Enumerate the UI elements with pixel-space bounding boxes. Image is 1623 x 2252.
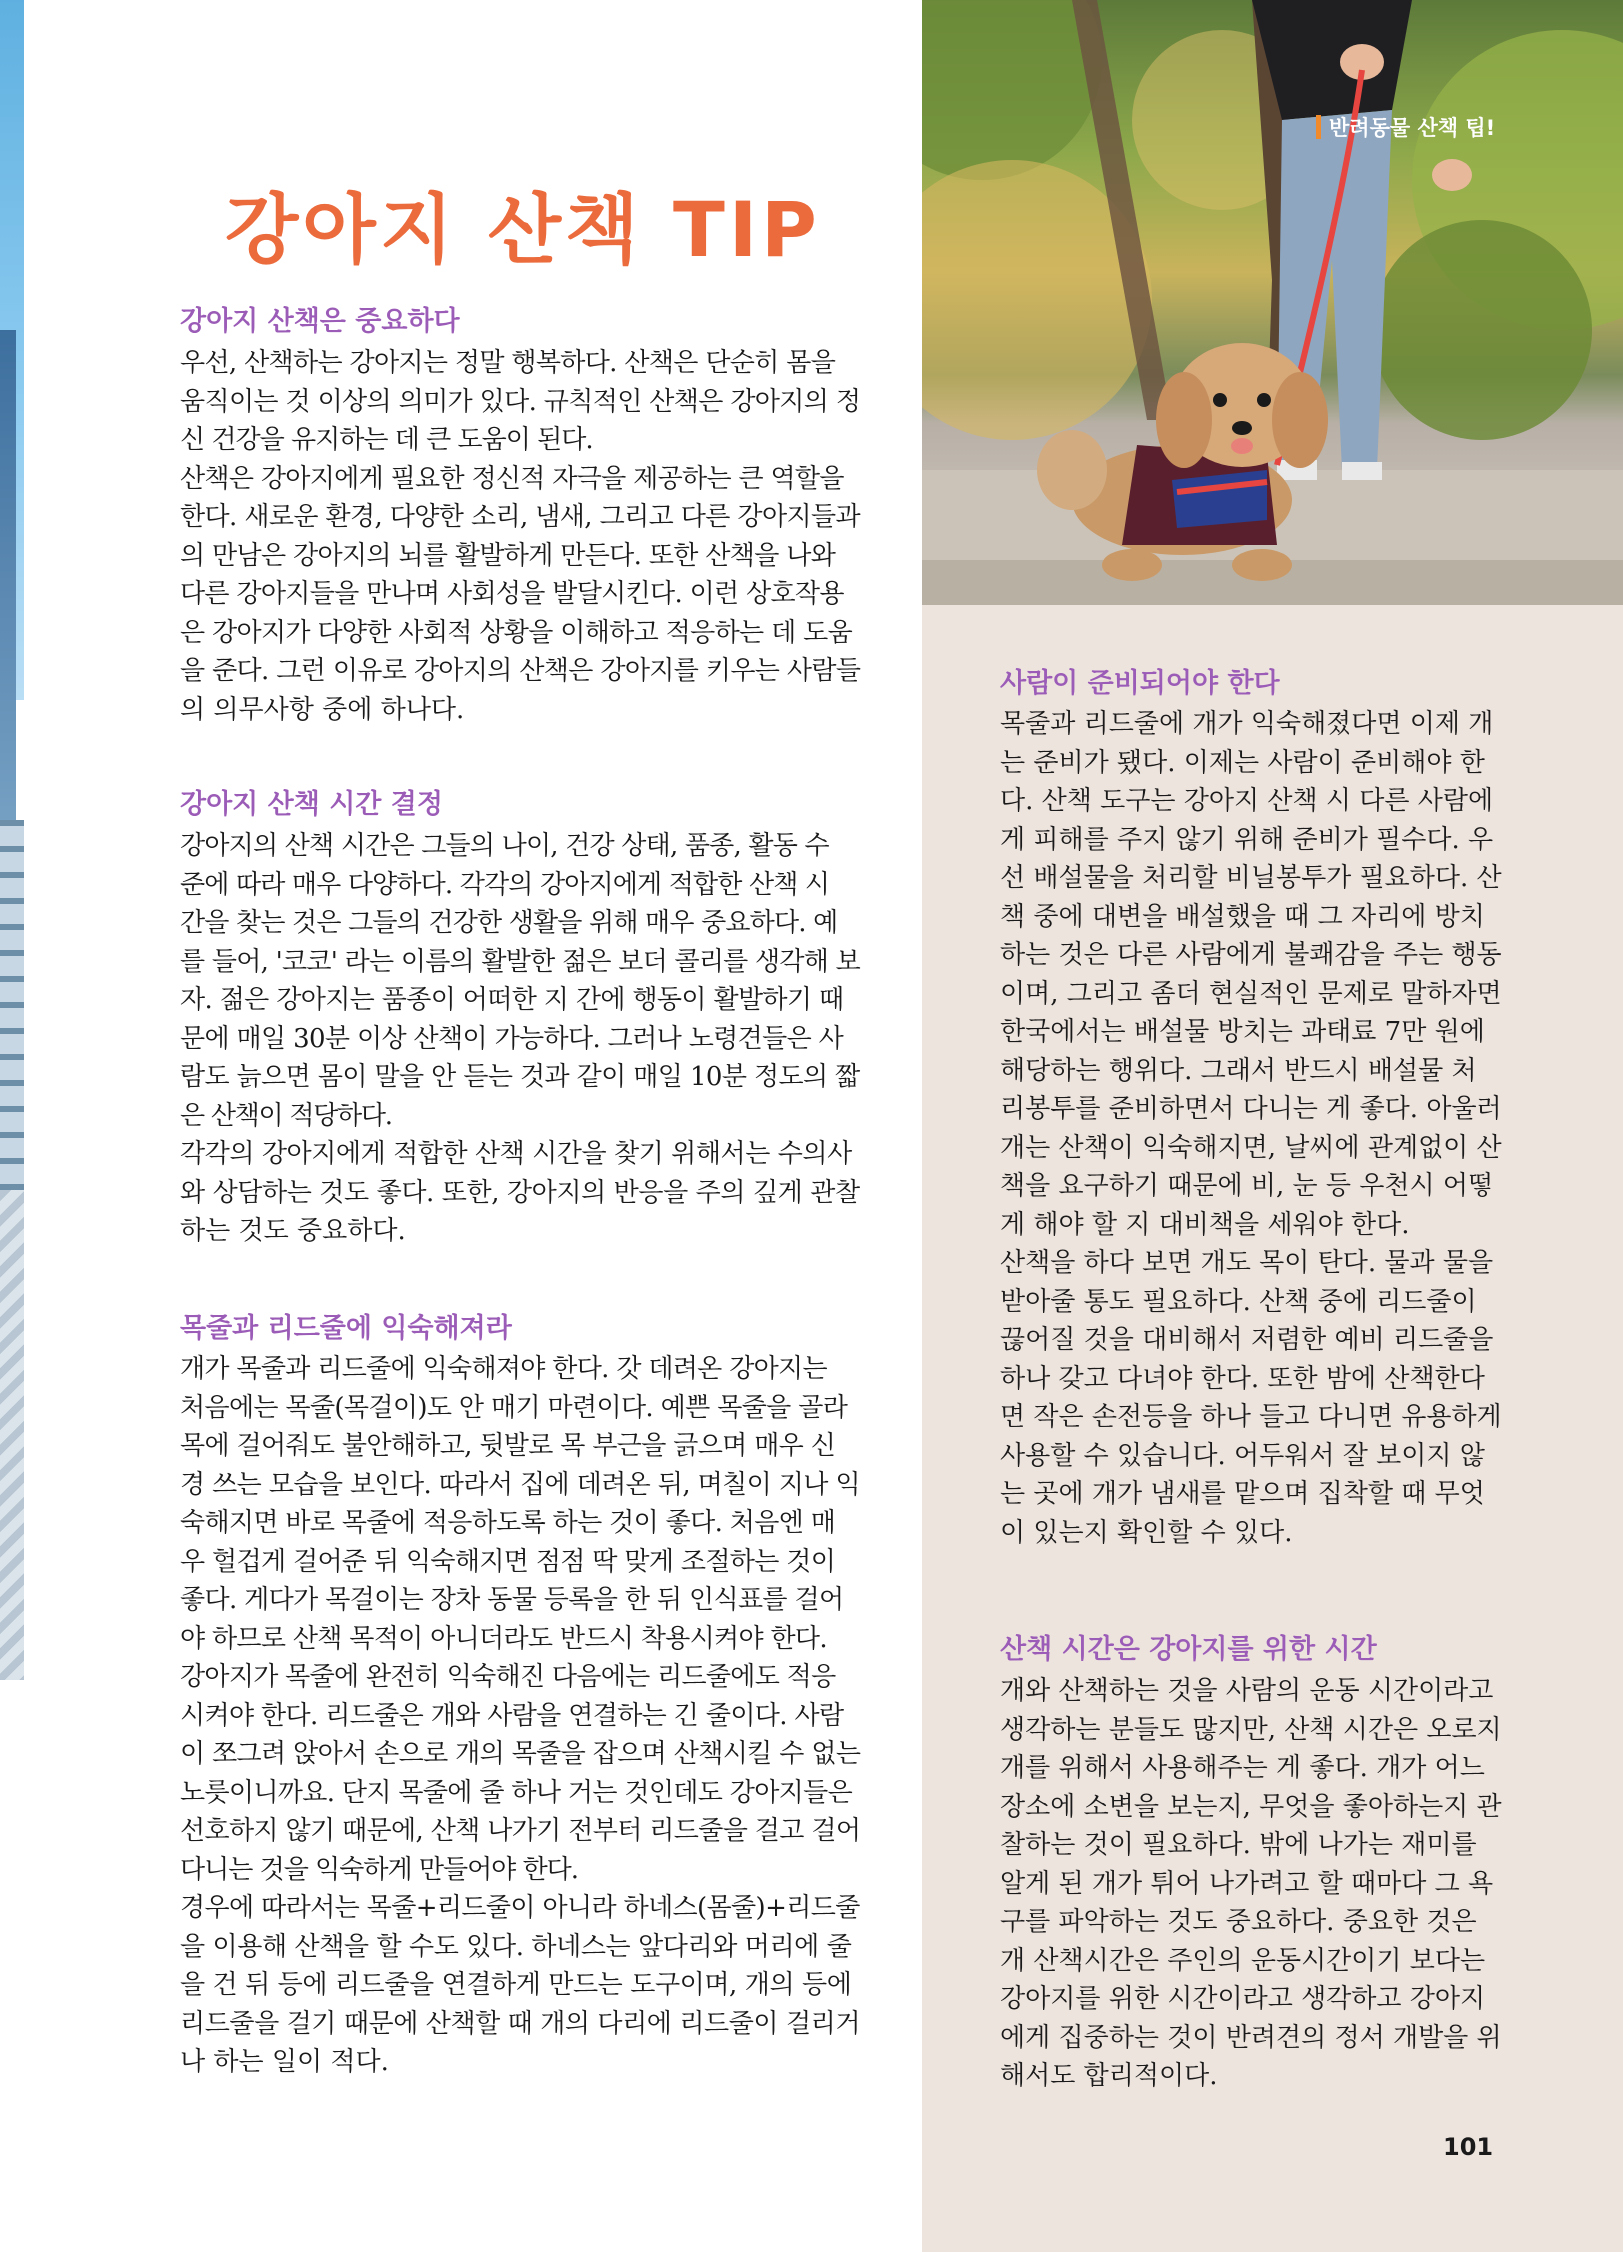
page-number: 101 <box>1443 2133 1494 2161</box>
text-line: 는 준비가 됐다. 이제는 사람이 준비해야 한 <box>1000 747 1485 778</box>
text-line: 다. 산책 도구는 강아지 산책 시 다른 사람에 <box>1000 786 1494 816</box>
photo-tag-text: 반려동물 산책 팁! <box>1329 116 1496 140</box>
text-line: 책 중에 대변을 배설했을 때 그 자리에 방치 <box>1000 901 1485 932</box>
text-line: 문에 매일 30분 이상 산책이 가능하다. 그러나 노령견들은 사 <box>180 1023 844 1054</box>
text-line: 우선, 산책하는 강아지는 정말 행복하다. 산책은 단순히 몸을 <box>180 348 836 378</box>
text-line: 개와 산책하는 것을 사람의 운동 시간이라고 <box>1000 1676 1494 1706</box>
text-line: 게 해야 할 지 대비책을 세워야 한다. <box>1000 1209 1410 1240</box>
section-heading-owner-prep: 사람이 준비되어야 한다 <box>1000 668 1280 699</box>
text-line: 개가 목줄과 리드줄에 익숙해져야 한다. 갓 데려온 강아지는 <box>180 1354 827 1384</box>
deck-shape <box>0 1190 24 1680</box>
adjacent-page-photo-strip <box>0 0 24 2252</box>
text-line: 개 산책시간은 주인의 운동시간이기 보다는 <box>1000 1945 1486 1976</box>
photo-section-tag <box>1316 112 1495 142</box>
section-body-importance <box>180 344 860 729</box>
text-line: 목줄과 리드줄에 개가 익숙해졌다면 이제 개 <box>1000 709 1494 739</box>
text-line: 람도 늙으면 몸이 말을 안 듣는 것과 같이 매일 10분 정도의 짧 <box>180 1062 860 1092</box>
text-line: 간을 찾는 것은 그들의 건강한 생활을 위해 매우 중요하다. 예 <box>180 908 838 938</box>
text-line: 해서도 합리적이다. <box>1000 2061 1218 2091</box>
text-line: 해당하는 행위다. 그래서 반드시 배설물 처 <box>1000 1055 1477 1086</box>
text-line: 준에 따라 매우 다양하다. 각각의 강아지에게 적합한 산책 시 <box>180 869 830 900</box>
text-line: 하는 것도 중요하다. <box>180 1216 406 1246</box>
text-line: 이 쪼그려 앉아서 손으로 개의 목줄을 잡으며 산책시킬 수 없는 <box>180 1739 861 1769</box>
text-line: 은 산책이 적당하다. <box>180 1100 392 1131</box>
text-line: 이 있는지 확인할 수 있다. <box>1000 1517 1293 1548</box>
text-line: 한국에서는 배설물 방치는 과태료 7만 원에 <box>1000 1017 1485 1047</box>
text-line: 경 쓰는 모습을 보인다. 따라서 집에 데려온 뒤, 며칠이 지나 익 <box>180 1469 860 1500</box>
section-heading-importance: 강아지 산책은 중요하다 <box>180 306 460 337</box>
text-line: 움직이는 것 이상의 의미가 있다. 규칙적인 산책은 강아지의 정 <box>180 386 861 417</box>
text-line: 의 의무사항 중에 하나다. <box>180 694 465 725</box>
text-line: 면 작은 손전등을 하나 들고 다니면 유용하게 <box>1000 1402 1502 1432</box>
text-line: 구를 파악하는 것도 중요하다. 중요한 것은 <box>1000 1907 1477 1937</box>
text-line: 을 이용해 산책을 할 수도 있다. 하네스는 앞다리와 머리에 줄 <box>180 1931 852 1962</box>
text-line: 다른 강아지들을 만나며 사회성을 발달시킨다. 이런 상호작용 <box>180 579 844 609</box>
text-line: 의 만남은 강아지의 뇌를 활발하게 만든다. 또한 산책을 나와 <box>180 540 836 571</box>
dog-walk-illustration <box>922 0 1623 605</box>
text-line: 자. 젊은 강아지는 품종이 어떠한 지 간에 행동이 활발하기 때 <box>180 985 844 1015</box>
text-line: 목에 걸어줘도 불안해하고, 뒷발로 목 부근을 긁으며 매우 신 <box>180 1431 836 1461</box>
text-line: 처음에는 목줄(목걸이)도 안 매기 마련이다. 예쁜 목줄을 골라 <box>180 1392 848 1423</box>
section-heading-dog-time: 산책 시간은 강아지를 위한 시간 <box>1000 1634 1377 1665</box>
text-line: 선호하지 않기 때문에, 산책 나가기 전부터 리드줄을 걸고 걸어 <box>180 1816 861 1846</box>
text-line: 각각의 강아지에게 적합한 산책 시간을 찾기 위해서는 수의사 <box>180 1139 852 1169</box>
text-line: 시켜야 한다. 리드줄은 개와 사람을 연결하는 긴 줄이다. 사람 <box>180 1700 844 1731</box>
text-line: 사용할 수 있습니다. 어두워서 잘 보이지 않 <box>1000 1440 1485 1471</box>
text-line: 우 헐겁게 걸어준 뒤 익숙해지면 점점 딱 맞게 조절하는 것이 <box>180 1546 836 1577</box>
text-line: 경우에 따라서는 목줄+리드줄이 아니라 하네스(몸줄)+리드줄 <box>180 1893 860 1923</box>
text-line: 야 하므로 산책 목적이 아니더라도 반드시 착용시켜야 한다. <box>180 1623 827 1654</box>
section-body-leash <box>180 1350 860 2082</box>
text-line: 개는 산책이 익숙해지면, 날씨에 관계없이 산 <box>1000 1132 1502 1163</box>
text-line: 는 곳에 개가 냄새를 맡으며 집착할 때 무엇 <box>1000 1479 1485 1509</box>
section-body-walk-time <box>180 827 860 1251</box>
text-line: 강아지의 산책 시간은 그들의 나이, 건강 상태, 품종, 활동 수 <box>180 831 829 861</box>
text-line: 숙해지면 바로 목줄에 적응하도록 하는 것이 좋다. 처음엔 매 <box>180 1508 836 1538</box>
text-line: 알게 된 개가 튀어 나가려고 할 때마다 그 욕 <box>1000 1868 1494 1899</box>
text-line: 강아지를 위한 시간이라고 생각하고 강아지 <box>1000 1984 1486 2014</box>
section-body-owner-prep <box>1000 705 1502 1552</box>
section-heading-walk-time: 강아지 산책 시간 결정 <box>180 789 443 820</box>
text-line: 강아지가 목줄에 완전히 익숙해진 다음에는 리드줄에도 적응 <box>180 1662 836 1692</box>
text-line: 리봉투를 준비하면서 다니는 게 좋다. 아울러 <box>1000 1094 1502 1124</box>
text-line: 노릇이니까요. 단지 목줄에 줄 하나 거는 것인데도 강아지들은 <box>180 1777 853 1808</box>
building-shape <box>0 330 16 890</box>
text-line: 장소에 소변을 보는지, 무엇을 좋아하는지 관 <box>1000 1791 1502 1822</box>
text-line: 에게 집중하는 것이 반려견의 정서 개발을 위 <box>1000 2022 1502 2053</box>
text-line: 리드줄을 걸기 때문에 산책할 때 개의 다리에 리드줄이 걸리거 <box>180 2008 861 2039</box>
page-title: 강아지 산책 TIP <box>225 185 821 274</box>
text-line: 생각하는 분들도 많지만, 산책 시간은 오로지 <box>1000 1714 1502 1745</box>
text-line: 산책을 하다 보면 개도 목이 탄다. 물과 물을 <box>1000 1248 1494 1278</box>
text-line: 를 들어, '코코' 라는 이름의 활발한 젊은 보더 콜리를 생각해 보 <box>180 946 860 977</box>
railing-shape <box>0 820 24 1200</box>
section-heading-leash: 목줄과 리드줄에 익숙해져라 <box>180 1313 512 1344</box>
text-line: 책을 요구하기 때문에 비, 눈 등 우천시 어떻 <box>1000 1171 1494 1201</box>
text-line: 선 배설물을 처리할 비닐봉투가 필요하다. 산 <box>1000 863 1502 893</box>
text-line: 이며, 그리고 좀더 현실적인 문제로 말하자면 <box>1000 978 1502 1009</box>
text-line: 산책은 강아지에게 필요한 정신적 자극을 제공하는 큰 역할을 <box>180 463 844 494</box>
dog-walk-photo <box>922 0 1623 605</box>
text-line: 찰하는 것이 필요하다. 밖에 나가는 재미를 <box>1000 1830 1477 1860</box>
text-line: 와 상담하는 것도 좋다. 또한, 강아지의 반응을 주의 깊게 관찰 <box>180 1177 860 1208</box>
text-line: 하나 갖고 다녀야 한다. 또한 밤에 산책한다 <box>1000 1363 1485 1394</box>
text-line: 나 하는 일이 적다. <box>180 2047 389 2077</box>
text-line: 끊어질 것을 대비해서 저렴한 예비 리드줄을 <box>1000 1325 1494 1355</box>
text-line: 받아줄 통도 필요하다. 산책 중에 리드줄이 <box>1000 1286 1477 1317</box>
section-body-dog-time <box>1000 1672 1502 2096</box>
tag-accent-bar <box>1316 115 1321 139</box>
text-line: 게 피해를 주지 않기 위해 준비가 필수다. 우 <box>1000 824 1494 855</box>
text-line: 신 건강을 유지하는 데 큰 도움이 된다. <box>180 425 593 455</box>
text-line: 한다. 새로운 환경, 다양한 소리, 냄새, 그리고 다른 강아지들과 <box>180 502 860 532</box>
text-line: 좋다. 게다가 목걸이는 장차 동물 등록을 한 뒤 인식표를 걸어 <box>180 1585 844 1615</box>
text-line: 을 건 뒤 등에 리드줄을 연결하게 만드는 도구이며, 개의 등에 <box>180 1970 852 2000</box>
text-line: 을 준다. 그런 이유로 강아지의 산책은 강아지를 키우는 사람들 <box>180 656 861 686</box>
text-line: 은 강아지가 다양한 사회적 상황을 이해하고 적응하는 데 도움 <box>180 617 853 648</box>
text-line: 개를 위해서 사용해주는 게 좋다. 개가 어느 <box>1000 1753 1485 1783</box>
text-line: 다니는 것을 익숙하게 만들어야 한다. <box>180 1854 579 1885</box>
text-line: 하는 것은 다른 사람에게 불쾌감을 주는 행동 <box>1000 940 1502 970</box>
